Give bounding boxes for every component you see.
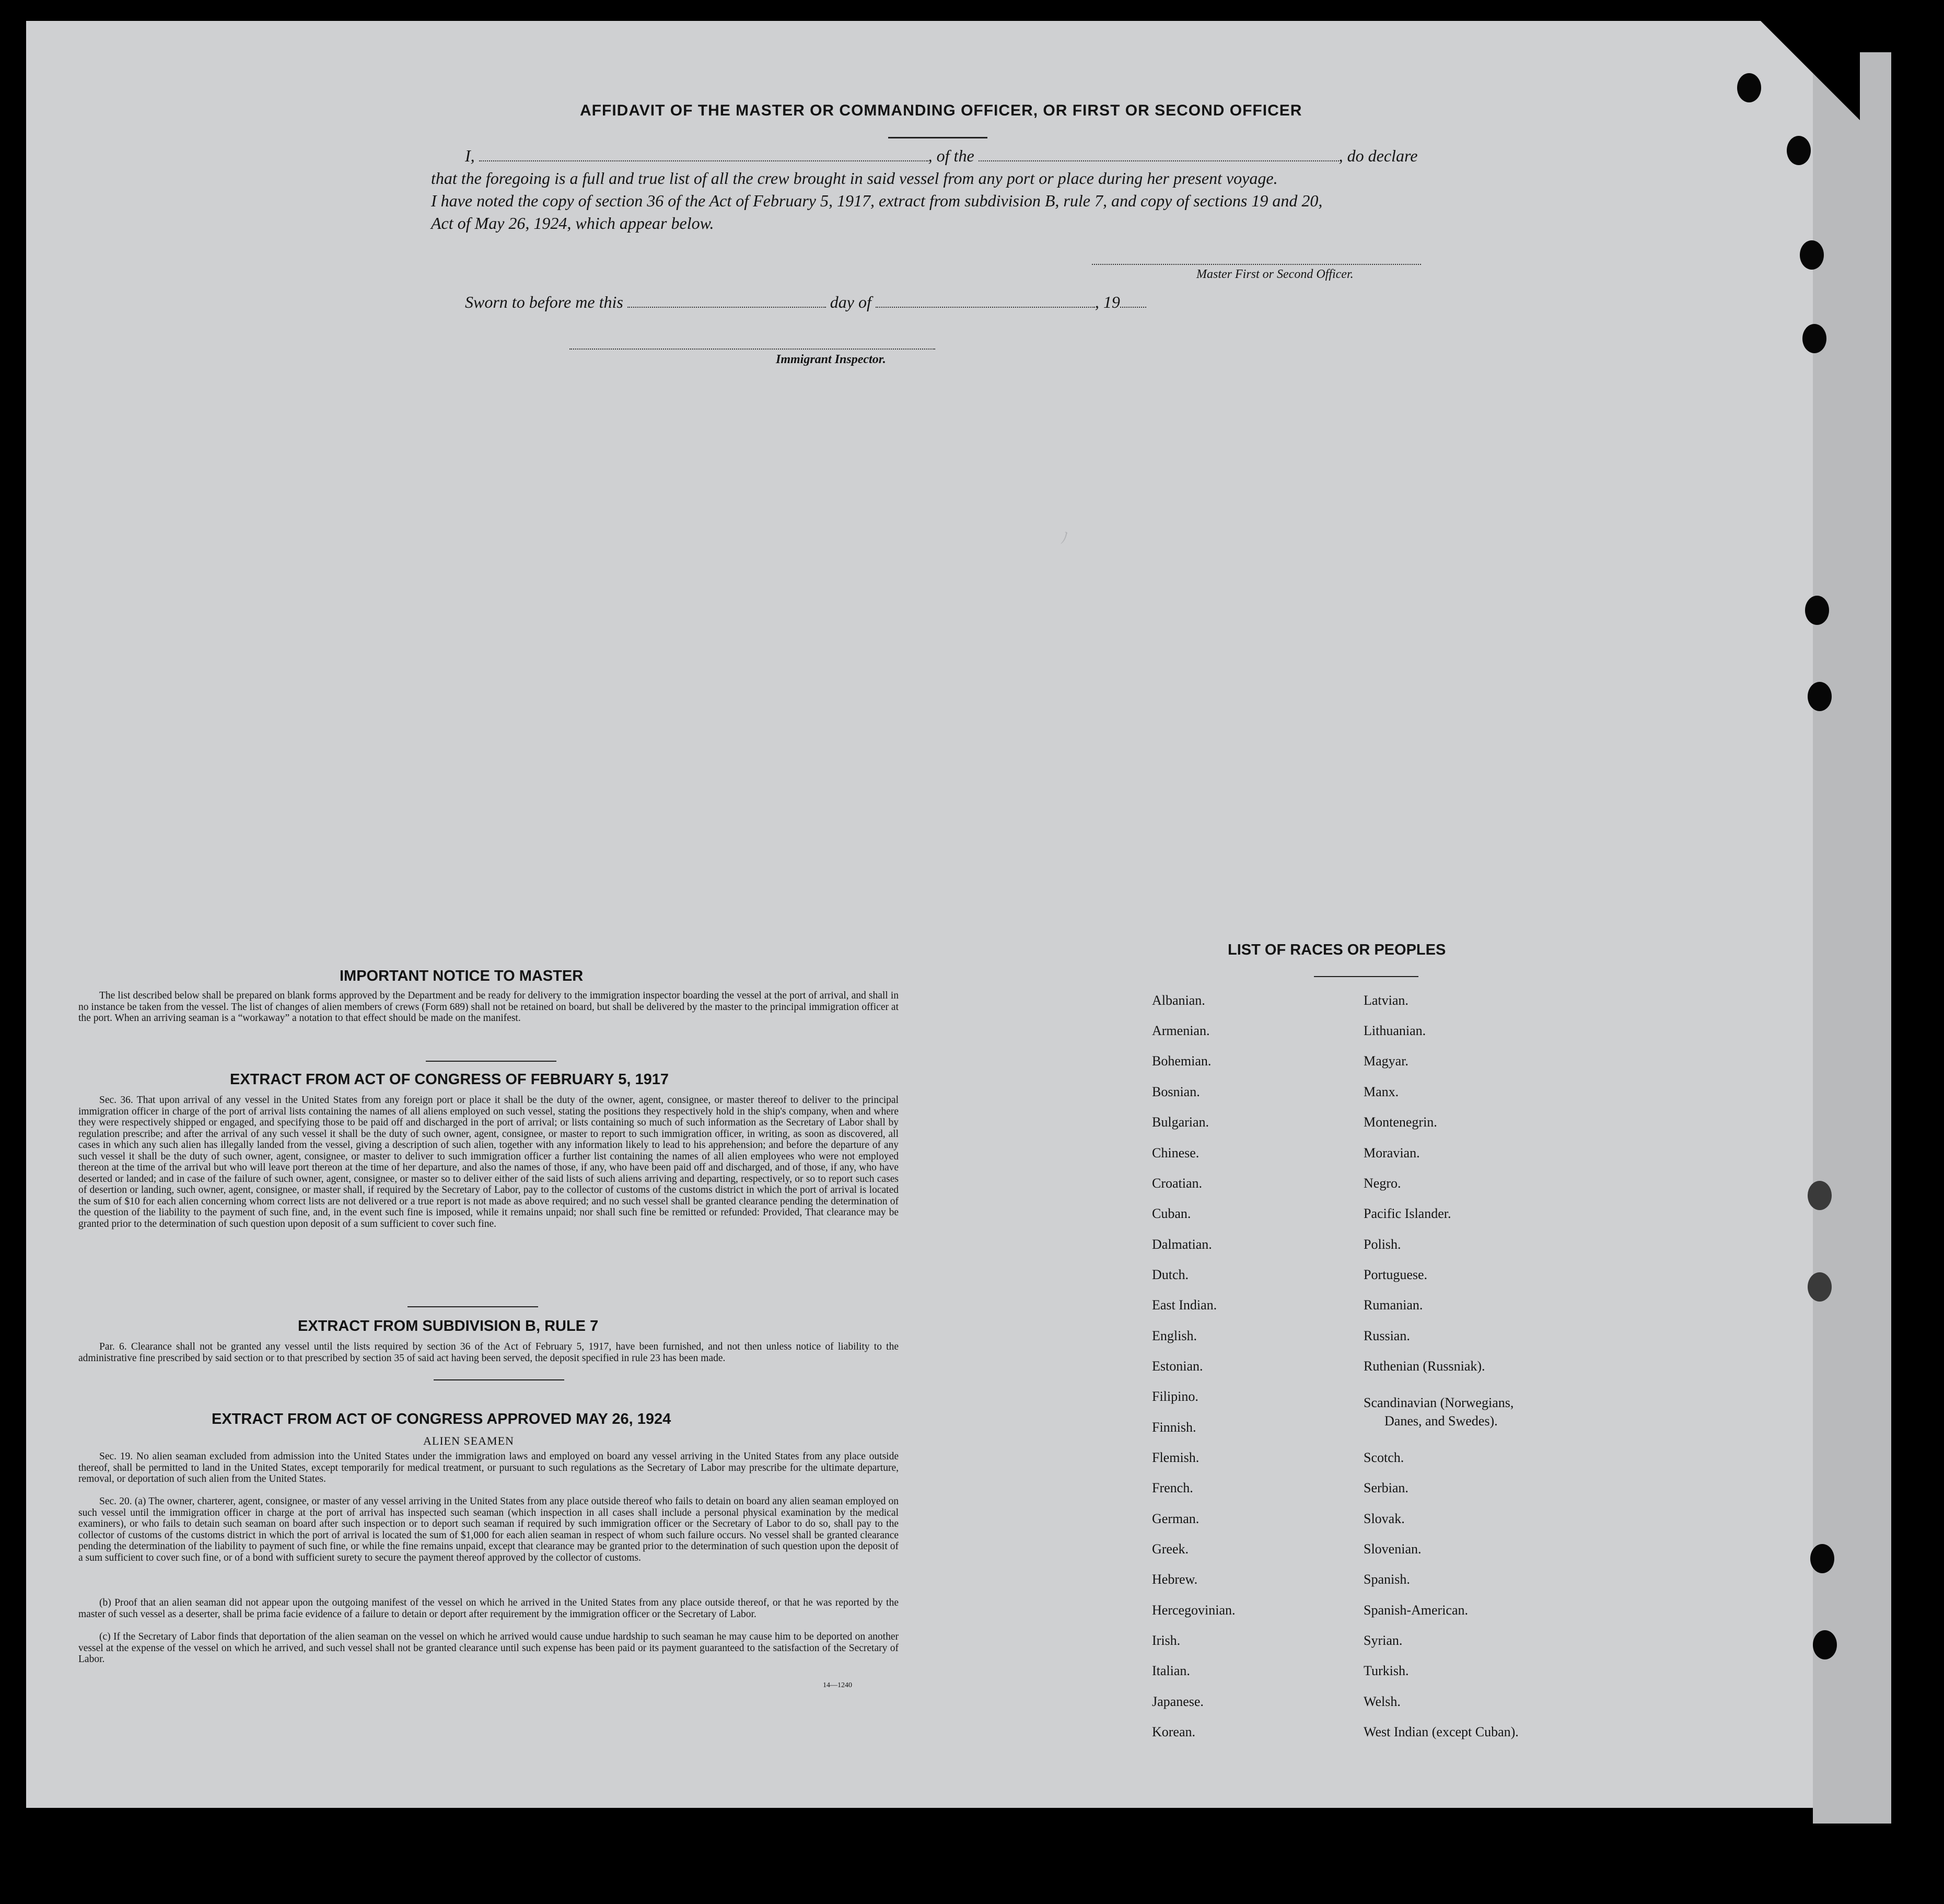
divider — [1314, 976, 1418, 977]
race-item: Montenegrin. — [1364, 1114, 1437, 1130]
race-item: Korean. — [1152, 1724, 1196, 1739]
inspector-label: Immigrant Inspector. — [776, 353, 886, 366]
binder-hole — [1808, 1181, 1832, 1210]
year-label: , 19 — [1095, 293, 1120, 311]
race-item: Japanese. — [1152, 1694, 1204, 1709]
race-item: Greek. — [1152, 1541, 1189, 1557]
race-item: Filipino. — [1152, 1389, 1198, 1404]
divider — [408, 1306, 538, 1307]
race-item: Slovak. — [1364, 1511, 1405, 1526]
affidavit-line-1 — [465, 146, 1417, 166]
divider — [434, 1379, 564, 1380]
race-item: Lithuanian. — [1364, 1023, 1426, 1038]
race-item: Bohemian. — [1152, 1053, 1212, 1069]
race-item: Slovenian. — [1364, 1541, 1422, 1557]
extract-1924-sec20b: (b) Proof that an alien seaman did not appear upon the outgoing manifest of the vessel on which he arrived in the United States from any place outside thereof, or that he was reported by the master of such vessel as a deserter, shall be prima facie evidence of a failure to detain or deport after requirement by the immigration officer or the Secretary of Labor. — [78, 1597, 899, 1620]
race-item: Moravian. — [1364, 1145, 1420, 1160]
race-item: Welsh. — [1364, 1694, 1401, 1709]
race-item: Albanian. — [1152, 993, 1205, 1008]
race-item: Danes, and Swedes). — [1384, 1413, 1498, 1429]
race-item: Latvian. — [1364, 993, 1408, 1008]
race-item: Estonian. — [1152, 1359, 1203, 1374]
affidavit-i: I, — [465, 146, 475, 165]
extract-1924-sec19: Sec. 19. No alien seaman excluded from admission into the United States under the immigration laws and employed on board any vessel arriving in the United States from any place outside thereof, shall be permitted to land in the United States, except temporarily for medical treatment, or pursuant to such regulations as the Secretary of Labor may prescribe for the ultimate departure, removal, or deportation of such alien from the United States. — [78, 1451, 899, 1484]
race-item: Italian. — [1152, 1663, 1190, 1678]
binder-hole — [1808, 1272, 1832, 1302]
race-item: Polish. — [1364, 1237, 1401, 1252]
binder-hole — [1810, 1544, 1834, 1573]
affidavit-line-2: that the foregoing is a full and true list of all the crew brought in said vessel from any port or place during her present voyage. — [431, 169, 1278, 188]
race-item: Cuban. — [1152, 1206, 1191, 1221]
sworn-month-field[interactable] — [876, 307, 1095, 308]
race-item: Dalmatian. — [1152, 1237, 1212, 1252]
race-item: Hercegovinian. — [1152, 1603, 1236, 1618]
race-item: Pacific Islander. — [1364, 1206, 1451, 1221]
bleed-through-mark: ﾉ — [1061, 531, 1068, 549]
vessel-field[interactable] — [979, 160, 1339, 161]
race-item: Armenian. — [1152, 1023, 1210, 1038]
extract-1924-sec20a: Sec. 20. (a) The owner, charterer, agent, consignee, or master of any vessel arriving in the United States from any place outside thereof who fails to detain on board any alien seaman employed on such vessel until the immigration officer in charge at the port of arrival has inspected such seaman (which inspection in all cases shall include a personal physical examination by the medical examiners), or who fails to detain such seaman on board after such inspection or to deport such seaman if required by such immigration officer or the Secretary of Labor to do so, shall pay to the collector of customs of the customs district in which the port of arrival is located the sum of $1,000 for each alien seaman in respect of whom such failure occurs. No vessel shall be granted clearance pending the determination of the liability to payment of such fine, or while the fine remains unpaid, except that clearance may be granted prior to the determination of such question upon the deposit of a sum sufficient to cover such fine, or of a bond with sufficient surety to secure the payment thereof approved by the collector of customs. — [78, 1496, 899, 1563]
master-signature-label: Master First or Second Officer. — [1196, 268, 1354, 281]
race-item: Rumanian. — [1364, 1297, 1423, 1313]
notice-text: The list described below shall be prepared on blank forms approved by the Department and be ready for delivery to the immigration inspector boarding the vessel at the port of arrival, and shall in no instance be taken from the vessel. The list of changes of alien members of crews (Form 689) shall not be retained on board, but shall be delivered by the master to the principal immigration officer at the port. When an arriving seaman is a “workaway” a notation to that effect should be made on the manifest. — [78, 990, 899, 1024]
binder-hole — [1800, 240, 1824, 270]
extract-1917-title: EXTRACT FROM ACT OF CONGRESS OF FEBRUARY 5, 1917 — [230, 1071, 669, 1088]
divider — [888, 137, 987, 138]
race-item: Bosnian. — [1152, 1084, 1200, 1099]
race-item: Croatian. — [1152, 1176, 1203, 1191]
race-item: French. — [1152, 1480, 1193, 1495]
extract-1917-text: Sec. 36. That upon arrival of any vessel in the United States from any foreign port or place it shall be the duty of the owner, agent, consignee, or master thereof to deliver to the principal immigration officer in charge of the port of arrival lists containing the names of all aliens employed on such vessel, stating the positions they respectively hold in the ship's company, when and where they were respectively shipped or engaged, and specifying those to be paid off and discharged in the port of arrival; or lists containing so much of such information as the Secretary of Labor shall by regulation prescribe; and after the arrival of any such vessel it shall be the duty of such owner, agent, consignee, or master to report to such immigration officer, in writing, as soon as discovered, all cases in which any such alien has illegally landed from the vessel, giving a description of such alien, together with any information likely to lead to his apprehension; and before the departure of any such vessel it shall be the duty of such owner, agent, consignee, or master to deliver to such immigration officer a further list containing the names of all alien employees who were not employed thereon at the time of the arrival but who will leave port thereon at the time of her departure, and also the names of those, if any, who have been paid off and discharged, and of those, if any, who have deserted or landed; and in case of the failure of such owner, agent, consignee, or master so to deliver either of the said lists of such aliens arriving and departing, respectively, or so to report such cases of desertion or landing, such owner, agent, consignee, or master shall, if required by the Secretary of Labor, pay to the collector of customs of the customs district in which the port of arrival is located the sum of $10 for each alien concerning whom correct lists are not delivered or a true report is not made as above required; and no such vessel shall be granted clearance pending the determination of the question of the liability to the payment of such fine, and, in the event such fine is imposed, while it remains unpaid; nor shall such fine be remitted or refunded: Provided, That clearance may be granted prior to the determination of such question upon deposit of a sum sufficient to cover such fine. — [78, 1095, 899, 1229]
master-signature-line[interactable] — [1092, 264, 1421, 265]
race-item: Serbian. — [1364, 1480, 1408, 1495]
race-item: Finnish. — [1152, 1420, 1196, 1435]
race-item: Scandinavian (Norwegians, — [1364, 1395, 1514, 1410]
race-item: East Indian. — [1152, 1297, 1217, 1313]
extract-1924-subtitle: ALIEN SEAMEN — [423, 1434, 514, 1447]
affidavit-do-declare: , do declare — [1338, 146, 1418, 165]
binder-hole — [1808, 682, 1832, 711]
binder-hole — [1813, 1630, 1837, 1659]
race-item: English. — [1152, 1328, 1197, 1343]
race-item: Dutch. — [1152, 1267, 1189, 1282]
inspector-signature-line[interactable] — [569, 349, 935, 350]
race-item: Syrian. — [1364, 1633, 1403, 1648]
extract-b-text: Par. 6. Clearance shall not be granted any vessel until the lists required by section 36 of the Act of February 5, 1917, have been furnished, and not then unless notice of liability to the administrative fine prescribed by said section or to that prescribed by section 35 of said act having been served, the deposit specified in rule 23 has been made. — [78, 1341, 899, 1364]
race-item: Hebrew. — [1152, 1572, 1198, 1587]
race-item: Spanish. — [1364, 1572, 1410, 1587]
race-item: Ruthenian (Russniak). — [1364, 1359, 1485, 1374]
race-item: Negro. — [1364, 1176, 1401, 1191]
races-title: LIST OF RACES OR PEOPLES — [1228, 942, 1446, 958]
affidavit-title: AFFIDAVIT OF THE MASTER OR COMMANDING OFFICER, OR FIRST OR SECOND OFFICER — [580, 102, 1302, 119]
race-item: Scotch. — [1364, 1450, 1404, 1465]
sworn-line — [465, 293, 1146, 312]
divider — [426, 1061, 556, 1062]
sworn-day-field[interactable] — [627, 307, 826, 308]
extract-1924-sec20c: (c) If the Secretary of Labor finds that deportation of the alien seaman on the vessel on which he arrived would cause undue hardship to such seaman he may cause him to be deported on another vessel at the expense of the vessel on which he arrived, and such vessel shall not be granted clearance until such expense has been paid or its payment guaranteed to the satisfaction of the Secretary of Labor. — [78, 1631, 899, 1665]
sworn-year-field[interactable] — [1120, 307, 1146, 308]
race-item: Bulgarian. — [1152, 1114, 1209, 1130]
race-item: Russian. — [1364, 1328, 1410, 1343]
extract-b-title: EXTRACT FROM SUBDIVISION B, RULE 7 — [298, 1318, 599, 1334]
day-of-label: day of — [830, 293, 871, 311]
race-item: Turkish. — [1364, 1663, 1409, 1678]
folded-corner — [1761, 21, 1860, 120]
race-item: German. — [1152, 1511, 1200, 1526]
form-number: 14—1240 — [823, 1681, 852, 1689]
binder-hole — [1802, 324, 1826, 353]
name-field[interactable] — [479, 160, 928, 161]
race-item: Manx. — [1364, 1084, 1399, 1099]
affidavit-line-4: Act of May 26, 1924, which appear below. — [431, 214, 714, 233]
race-item: Spanish-American. — [1364, 1603, 1469, 1618]
affidavit-line-3: I have noted the copy of section 36 of the Act of February 5, 1917, extract from subdivision B, rule 7, and copy of sections 19 and 20, — [431, 191, 1323, 210]
race-item: Magyar. — [1364, 1053, 1408, 1069]
extract-1924-title: EXTRACT FROM ACT OF CONGRESS APPROVED MAY 26, 1924 — [212, 1411, 671, 1427]
race-item: Flemish. — [1152, 1450, 1200, 1465]
binder-hole — [1787, 136, 1811, 165]
affidavit-of-the: , of the — [928, 146, 974, 165]
notice-title: IMPORTANT NOTICE TO MASTER — [340, 968, 584, 984]
race-item: Chinese. — [1152, 1145, 1200, 1160]
race-item: Portuguese. — [1364, 1267, 1428, 1282]
sworn-label: Sworn to before me this — [465, 293, 623, 311]
binder-hole — [1737, 73, 1761, 102]
race-item: West Indian (except Cuban). — [1364, 1724, 1519, 1739]
document-page — [26, 21, 1860, 1808]
race-item: Irish. — [1152, 1633, 1181, 1648]
binder-hole — [1805, 596, 1829, 625]
